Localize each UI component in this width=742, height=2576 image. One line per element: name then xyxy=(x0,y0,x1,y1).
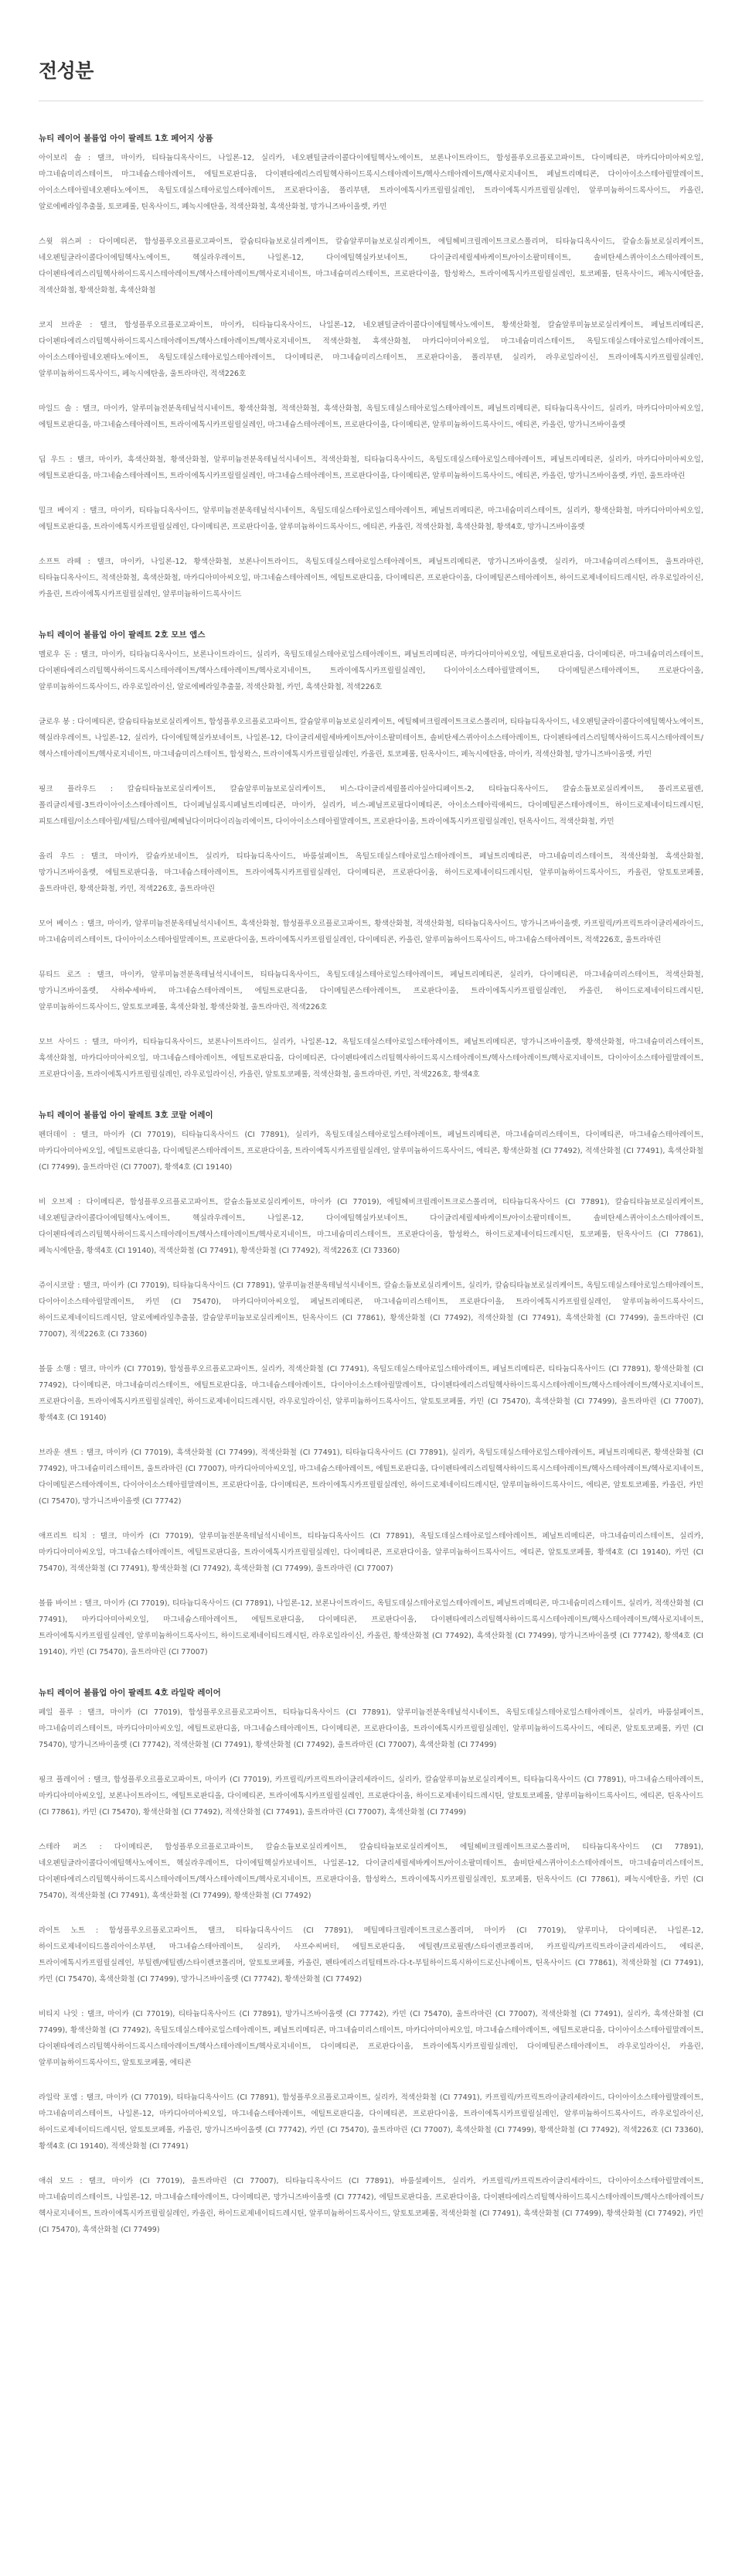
shade-ingredient-list: 애쉬 모드 : 탤크, 마이카 (CI 77019), 울트라마린 (CI 77007), 티타늄디옥사이드 (CI 77891), 바룸설페이트, 실리카, 카프릴릭/카프릭트라이글리세라이드, 다이아이소스테아릴말레이트, 마그네슘미리스테이트, 나일론-12, 마그네슘스테아레이트, 다이메티콘, 망가니즈바이올렛 (CI 77742), 에틸트로판디올, 프로판다이올, 다이펜타에리스리틸헥사하이드록시스테아레이트/헥사스테아레이트/헥사로지네이트, 트라이에톡시카프릴릴실레인, 카올린, 하이드로제네이티드레시틴, 알루미늄하이드록사이드, 알토토코페롤, 적색산화철 (CI 77491), 흑색산화철 (CI 77499), 황색산화철 (CI 77492), 카민 (CI 75470), 흑색산화철 (CI 77499) xyxy=(39,2177,703,2234)
shade-ingredient-list: 핑크 플레이어 : 탤크, 합성플루오르플로고파이트, 마이카 (CI 77019), 카프릴릭/카프릭트라이글리세라이드, 실리카, 칼슘알루미늄보로실리케이트, 티타늄디옥사이드 (CI 77891), 마그네슘스테아레이트, 마카디아미아씨오일, 보론나이트라이드, 에틸트로판디올, 다이메티콘, 트라이에톡시카프릴릴실레인, 프로판다이올, 하이드로제네이티드레시틴, 알토토코페롤, 알루미늄하이드록사이드, 에티콘, 틴옥사이드 (CI 77861), 카민 (CI 75470), 황색산화철 (CI 77492), 적색산화철 (CI 77491), 울트라마린 (CI 77007), 흑색산화철 (CI 77499) xyxy=(39,1776,703,1817)
section-heading: 뉴티 레이어 볼륨업 아이 팔레트 1호 페어지 상품 xyxy=(39,134,213,143)
ingredient-sections xyxy=(39,132,703,2238)
shade-ingredient-list: 펜더데이 : 탤크, 마이카 (CI 77019), 티타늄디옥사이드 (CI 77891), 실리카, 옥틸도데실스테아로일스테아레이트, 페닐트리메티콘, 마그네슘미리스테이트, 다이메티콘, 마그네슘스테아레이트, 마카디아미아씨오일, 에틸트로판디올, 다이메틸콘스테아레이트, 프로판다이올, 트라이에톡시카프릴릴실레인, 알루미늄하이드록사이드, 에티콘, 황색산화철 (CI 77492), 적색산화철 (CI 77491), 흑색산화철 (CI 77499), 울트라마린 (CI 77007), 황색4호 (CI 19140) xyxy=(39,1131,703,1172)
shade-ingredient-list: 멜로우 돈 : 탤크, 마이카, 티타늄디옥사이드, 보론나이트라이드, 실리카, 옥틸도데실스테아로일스테아레이트, 페닐트리메티콘, 마카디아미아씨오일, 에틸트로판디올, 다이메티콘, 마그네슘미리스테이트, 다이펜타에리스리틸헥사하이드록시스테아레이트/헥사스테아레이트/헥사로지네이트, 트라이에톡시카프릴릴실레인, 다이아이소스테아릴말레이트, 다이메틸콘스테아레이트, 프로판다이올, 알루미늄하이드록사이드, 라우로일라이신, 알로에베라잎추출물, 적색산화철, 카민, 흑색산화철, 적색226호 xyxy=(39,650,703,691)
shade-ingredient-list: 볼룸 소행 : 탤크, 마이카 (CI 77019), 합성플루오르플로고파이트, 실리카, 적색산화철 (CI 77491), 옥틸도데실스테아로일스테아레이트, 페닐트리메티콘, 티타늄디옥사이드 (CI 77891), 황색산화철 (CI 77492), 다이메티콘, 마그네슘미리스테이트, 에틸트로판디올, 마그네슘스테아레이트, 다이아이소스테아릴말레이트, 다이펜타에리스리틸헥사하이드록시스테아레이트/헥사스테아레이트/헥사로지네이트, 프로판다이올, 트라이에톡시카프릴릴실레인, 하이드로제네이티드레시틴, 라우로일라이신, 알루미늄하이드록사이드, 알토토코페롤, 카민 (CI 75470), 흑색산화철 (CI 77499), 울트라마린 (CI 77007), 황색4호 (CI 19140) xyxy=(39,1365,703,1422)
shade-ingredient-list: 애프리트 티치 : 탤크, 마이카 (CI 77019), 알루미늄전분옥테닐석시네이트, 티타늄디옥사이드 (CI 77891), 옥틸도데실스테아로일스테아레이트, 페닐트리메티콘, 마그네슘미리스테이트, 실리카, 마카디아미아씨오일, 마그네슘스테아레이트, 에틸트로판디올, 트라이에톡시카프릴릴실레인, 다이메티콘, 프로판다이올, 알루미늄하이드록사이드, 에티콘, 알토토코페롤, 황색4호 (CI 19140), 카민 (CI 75470), 적색산화철 (CI 77491), 황색산화철 (CI 77492), 흑색산화철 (CI 77499), 울트라마린 (CI 77007) xyxy=(39,1532,703,1573)
shade-ingredient-list: 모브 사이드 : 탤크, 마이카, 티타늄디옥사이드, 보론나이트라이드, 실리카, 나일론-12, 옥틸도데실스테아로일스테아레이트, 페닐트리메티콘, 망가니즈바이올렛, 황색산화철, 마그네슘미리스테이트, 흑색산화철, 마카디아미아씨오일, 마그네슘스테아레이트, 에틸트로판디올, 다이메티콘, 다이펜타에리스리틸헥사하이드록시스테아레이트/헥사스테아레이트/헥사로지네이트, 다이아이소스테아릴말레이트, 프로판다이올, 트라이에톡시카프릴릴실레인, 라우로일라이신, 카올린, 알토토코페롤, 적색산화철, 울트라마린, 카민, 적색226호, 황색4호 xyxy=(39,1038,703,1079)
shade-ingredient-list: 페일 플루 : 탤크, 마이카 (CI 77019), 합성플루오르플로고파이트, 티타늄디옥사이드 (CI 77891), 알루미늄전분옥테닐석시네이트, 옥틸도데실스테아로일스테아레이트, 실리카, 바룸설페이트, 마그네슘미리스테이트, 마카디아미아씨오일, 에틸트로판디올, 마그네슘스테아레이트, 다이메티콘, 프로판다이올, 트라이에톡시카프릴릴실레인, 알루미늄하이드록사이드, 에티콘, 알토토코페롤, 카민 (CI 75470), 망가니즈바이올렛 (CI 77742), 적색산화철 (CI 77491), 황색산화철 (CI 77492), 울트라마린 (CI 77007), 흑색산화철 (CI 77499) xyxy=(39,1708,703,1749)
shade-ingredient-list: 코지 브라운 : 탤크, 합성플루오르플로고파이트, 마이카, 티타늄디옥사이드, 나일론-12, 네오펜틸글라이콜다이에틸헥사노에이트, 황색산화철, 칼슘알루미늄보로실리케이트, 페닐트리메티콘, 다이펜타에리스리틸헥사하이드록시스테아레이트/헥사스테아레이트/헥사로지네이트, 적색산화철, 흑색산화철, 마카디아미아씨오일, 마그네슘미리스테이트, 옥틸도데실스테아로일스테아레이트, 아이소스테아릴네오펜타노에이트, 옥틸도데실스테아로일스테아레이트, 다이메티콘, 마그네슘미리스테이트, 프로판다이올, 폴리부텐, 실리카, 라우로일라이신, 트라이에톡시카프릴릴실레인, 알루미늄하이드록사이드, 페녹시에탄올, 울트라마린, 적색226호 xyxy=(39,321,703,378)
shade-ingredient-list: 라이트 노트 : 합성플루오르플로고파이트, 탤크, 티타늄디옥사이드 (CI 77891), 메틸메타크릴레이트크로스폴리머, 마이카 (CI 77019), 알루미나, 다이메티콘, 나일론-12, 하이드로제네이티드폴리아이소부텐, 마그네슘스테아레이트, 실리카, 사프수씨버터, 에틸트로판디올, 에틸렌/프로필렌/스타이렌코폴리머, 카프릴릭/카프릭트라이글리세라이드, 에티콘, 트라이에톡시카프릴릴실레인, 부틸렌/에틸렌/스타이렌코폴리머, 알토토코페롤, 카올린, 펜타에리스리틸테트라-다-t-부틸하이드록시하이드로신나메이트, 틴옥사이드 (CI 77861), 적색산화철 (CI 77491), 카민 (CI 75470), 흑색산화철 (CI 77499), 망가니즈바이올렛 (CI 77742), 황색산화철 (CI 77492) xyxy=(39,1926,703,1984)
shade-ingredient-list: 뮤티드 로즈 : 탤크, 마이카, 알루미늄전분옥테닐석시네이트, 티타늄디옥사이드, 옥틸도데실스테아로일스테아레이트, 페닐트리메티콘, 실리카, 다이메티콘, 마그네슘미리스테이트, 적색산화철, 망가니즈바이올렛, 사하수세바씨, 마그네슘스테아레이트, 에틸트로판디올, 다이메틸콘스테아레이트, 프로판다이올, 트라이에톡시카프릴릴실레인, 카올린, 하이드로제네이티드레시틴, 알루미늄하이드록사이드, 알토토코페롤, 흑색산화철, 황색산화철, 울트라마린, 적색226호 xyxy=(39,971,703,1012)
shade-ingredient-list: 쥬이시코랄 : 탤크, 마이카 (CI 77019), 티타늄디옥사이드 (CI 77891), 알루미늄전분옥테닐석시네이트, 칼슘소듐보로실리케이트, 실리카, 칼슘티타늄보로실리케이트, 옥틸도데실스테아로일스테아레이트, 다이아이소스테아릴말레이트, 카민 (CI 75470), 마카디아미아씨오일, 페닐트리메티콘, 마그네슘미리스테이트, 프로판다이올, 트라이에톡시카프릴릴실레인, 알루미늄하이드록사이드, 하이드로제네이티드레시틴, 알로에베라잎추출물, 칼슘알루미늄보로실리케이트, 틴옥사이드 (CI 77861), 황색산화철 (CI 77492), 적색산화철 (CI 77491), 흑색산화철 (CI 77499), 울트라마린 (CI 77007), 적색226호 (CI 73360) xyxy=(39,1281,703,1339)
shade-ingredient-list: 스윗 위스퍼 : 다이메티콘, 합성플루오르플로고파이트, 칼슘티타늄보로실리케이트, 칼슘알루미늄보로실리케이트, 에틸헤비크릴레이트크로스폴리머, 티타늄디옥사이드, 칼슘소듐보로실리케이트, 네오펜틸글라이콜다이에틸헥사노에이트, 헥실라우레이트, 나일론-12, 다이에틸헥실카보네이트, 다이글리세릴세바케이트/아이소팔미테이트, 솔비탄세스퀴아이소스테아레이트, 다이펜타에리스리틸헥사하이드록시스테아레이트/헥사스테아레이트/헥사로지네이트, 마그네슘미리스테이트, 프로판다이올, 합성왁스, 트라이에톡시카프릴릴실레인, 토코페롤, 틴옥사이드, 페녹시에탄올, 적색산화철, 황색산화철, 흑색산화철 xyxy=(39,237,703,295)
shade-ingredient-list: 밀크 베이지 : 탤크, 마이카, 티타늄디옥사이드, 알루미늄전분옥테닐석시네이트, 옥틸도데실스테아로일스테아레이트, 페닐트리메티콘, 마그네슘미리스테이트, 실리카, 황색산화철, 마카디아미아씨오일, 에틸트로판디올, 트라이에톡시카프릴릴실레인, 다이메티콘, 프로판다이올, 알루미늄하이드록사이드, 에티콘, 카올린, 적색산화철, 흑색산화철, 황색4호, 망가니즈바이올렛 xyxy=(39,507,703,531)
shade-ingredient-list: 핑크 플라우드 : 칼슘티타늄보로실리케이트, 칼슘알루미늄보로실리케이트, 비스-다이글리세릴폴리아실아디페이트-2, 티타늄디옥사이드, 칼슘소듐보로실리케이트, 폴리프로필렌, 폴리글리세릴-3트라이아이소스테아레이트, 다이페닐실록시페닐트리메티콘, 마이카, 실리카, 비스-페닐프로필다이메티콘, 아이소스테아릭애씨드, 다이메틸콘스테아레이트, 하이드로제네이티드레시틴, 피토스테릴/이소스테아릴/세틸/스테아릴/베헤닐다이머다이리놀리에이트, 다이아이소스테아릴말레이트, 프로판다이올, 트라이에톡시카프릴릴실레인, 틴옥사이드, 적색산화철, 카민 xyxy=(39,785,703,826)
shade-ingredient-list: 스테라 퍼즈 : 다이메티콘, 합성플루오르플로고파이트, 칼슘소듐보로실리케이트, 칼슘티타늄보로실리케이트, 에틸헤비크릴레이트크로스폴리머, 티타늄디옥사이드 (CI 77891), 네오펜틸글라이콜다이에틸헥사노에이트, 헥실라우레이트, 다이에틸헥실카보네이트, 나일론-12, 다이글리세릴세바케이트/아이소팔미테이트, 솔비탄세스퀴아이소스테아레이트, 마그네슘미리스테이트, 다이펜타에리스리틸헥사하이드록시스테아레이트/헥사스테아레이트/헥사로지네이트, 프로판다이올, 합성왁스, 트라이에톡시카프릴릴실레인, 토코페롤, 틴옥사이드 (CI 77861), 페녹시에탄올, 카민 (CI 75470), 적색산화철 (CI 77491), 흑색산화철 (CI 77499), 황색산화철 (CI 77492) xyxy=(39,1843,703,1900)
shade-ingredient-list: 올리 우드 : 탤크, 마이카, 칼슘카보네이트, 실리카, 티타늄디옥사이드, 바룸설페이트, 옥틸도데실스테아로일스테아레이트, 페닐트리메티콘, 마그네슘미리스테이트, 적색산화철, 흑색산화철, 망가니즈바이올렛, 에틸트로판디올, 마그네슘스테아레이트, 트라이에톡시카프릴릴실레인, 다이메티콘, 프로판다이올, 하이드로제네이티드레시틴, 알루미늄하이드록사이드, 카올린, 알토토코페롤, 울트라마린, 황색산화철, 카민, 적색226호, 울트라마린 xyxy=(39,852,703,893)
shade-ingredient-list: 라일락 포엠 : 탤크, 마이카 (CI 77019), 티타늄디옥사이드 (CI 77891), 합성플루오르플로고파이트, 실리카, 적색산화철 (CI 77491), 카프릴릭/카프릭트라이글리세라이드, 다이아이소스테아릴말레이트, 마그네슘미리스테이트, 나일론-12, 마카디아미아씨오일, 마그네슘스테아레이트, 에틸트로판디올, 다이메티콘, 프로판다이올, 트라이에톡시카프릴릴실레인, 알루미늄하이드록사이드, 라우로일라이신, 하이드로제네이티드레시틴, 알토토코페롤, 카올린, 망가니즈바이올렛 (CI 77742), 카민 (CI 75470), 울트라마린 (CI 77007), 흑색산화철 (CI 77499), 황색산화철 (CI 77492), 적색226호 (CI 73360), 황색4호 (CI 19140), 적색산화철 (CI 77491) xyxy=(39,2093,703,2151)
shade-ingredient-list: 모어 베이스 : 탤크, 마이카, 알루미늄전분옥테닐석시네이트, 흑색산화철, 합성플루오르플로고파이트, 황색산화철, 적색산화철, 티타늄디옥사이드, 망가니즈바이올렛, 카프릴릭/카프릭트라이글리세라이드, 마그네슘미리스테이트, 다이아이소스테아릴말레이트, 프로판다이올, 트라이에톡시카프릴릴실레인, 다이메티콘, 카올린, 알루미늄하이드록사이드, 마그네슘스테아레이트, 적색226호, 울트라마린 xyxy=(39,920,703,944)
ingredient-section xyxy=(39,629,703,1083)
ingredient-section xyxy=(39,1109,703,1660)
ingredient-section xyxy=(39,132,703,602)
section-heading: 뉴티 레이어 볼륨업 아이 팔레트 3호 코랄 어레이 xyxy=(39,1111,213,1120)
shade-ingredient-list: 비티지 나잇 : 탤크, 마이카 (CI 77019), 티타늄디옥사이드 (CI 77891), 망가니즈바이올렛 (CI 77742), 카민 (CI 75470), 울트라마린 (CI 77007), 적색산화철 (CI 77491), 실리카, 흑색산화철 (CI 77499), 황색산화철 (CI 77492), 옥틸도데실스테아로일스테아레이트, 페닐트리메티콘, 마그네슘미리스테이트, 마카디아미아씨오일, 마그네슘스테아레이트, 에틸트로판디올, 다이아이소스테아릴말레이트, 다이펜타에리스리틸헥사하이드록시스테아레이트/헥사스테아레이트/헥사로지네이트, 다이메티콘, 프로판다이올, 트라이에톡시카프릴릴실레인, 다이메틸콘스테아레이트, 라우로일라이신, 카올린, 알루미늄하이드록사이드, 알토토코페롤, 에티콘 xyxy=(39,2010,703,2067)
shade-ingredient-list: 볼륨 바이브 : 탤크, 마이카 (CI 77019), 티타늄디옥사이드 (CI 77891), 나일론-12, 보론나이트라이드, 옥틸도데실스테아로일스테아레이트, 페닐트리메티콘, 마그네슘미리스테이트, 실리카, 적색산화철 (CI 77491), 마카디아미아씨오일, 마그네슘스테아레이트, 에틸트로판디올, 다이메티콘, 프로판다이올, 다이펜타에리스리틸헥사하이드록시스테아레이트/헥사스테아레이트/헥사로지네이트, 트라이에톡시카프릴릴실레인, 알루미늄하이드록사이드, 하이드로제네이티드레시틴, 라우로일라이신, 카올린, 황색산화철 (CI 77492), 흑색산화철 (CI 77499), 망가니즈바이올렛 (CI 77742), 황색4호 (CI 19140), 카민 (CI 75470), 울트라마린 (CI 77007) xyxy=(39,1599,703,1656)
ingredient-section xyxy=(39,1687,703,2238)
shade-ingredient-list: 글로우 봉 : 다이메티콘, 칼슘티타늄보로실리케이트, 합성플루오르플로고파이트, 칼슘알루미늄보로실리케이트, 에틸헤비크릴레이트크로스폴리머, 티타늄디옥사이드, 네오펜틸글라이콜다이에틸헥사노에이트, 헥실라우레이트, 나일론-12, 실리카, 다이에틸헥실카보네이트, 나일론-12, 다이글리세릴세바케이트/아이소팔미테이트, 솔비탄세스퀴아이소스테아레이트, 다이펜타에리스리틸헥사하이드록시스테아레이트/헥사스테아레이트/헥사로지네이트, 마그네슘미리스테이트, 합성왁스, 트라이에톡시카프릴릴실레인, 카올린, 토코페롤, 틴옥사이드, 페녹시에탄올, 마이카, 적색산화철, 망가니즈바이올렛, 카민 xyxy=(39,718,703,759)
shade-ingredient-list: 아이보리 솔 : 탤크, 마이카, 티타늄디옥사이드, 나일론-12, 실리카, 네오펜틸글라이콜다이에틸헥사노에이트, 보론나이트라이드, 합성플루오르플로고파이트, 다이메티콘, 마카디아미아씨오일, 마그네슘미리스테이트, 마그네슘스테아레이트, 에틸트로판디올, 다이펜타에리스리틸헥사하이드록시스테아레이트/헥사스테아레이트/헥사로지네이트, 페닐트리메티콘, 다이아이소스테아릴말레이트, 아이소스테아릴네오펜타노에이트, 옥틸도데실스테아로일스테아레이트, 프로판다이올, 폴리부텐, 트라이에톡시카프릴릴실레인, 트라이에톡시카프릴릴실레인, 알루미늄하이드록사이드, 카올린, 알로에베라잎추출물, 토코페롤, 틴옥사이드, 폐녹시에탄올, 적색산화철, 흑색산화철, 망가니즈바이올렛, 카민 xyxy=(39,154,703,211)
shade-ingredient-list: 비 오브제 : 다이메티콘, 합성플루오르플로고파이트, 칼슘소듐보로실리케이트, 마이카 (CI 77019), 에틸헤비크릴레이트크로스폴리머, 티타늄디옥사이드 (CI 77891), 칼슘티타늄보로실리케이트, 네오펜틸글라이콜다이에틸헥사노에이트, 헥실라우레이트, 나일론-12, 다이에틸헥실카보네이트, 다이글리세릴세바케이트/아이소팔미테이트, 솔비탄세스퀴아이소스테아레이트, 다이펜타에리스리틸헥사하이드록시스테아레이트/헥사스테아레이트/헥사로지네이트, 마그네슘미리스테이트, 프로판다이올, 합성왁스, 하이드로제네이티드레시틴, 토코페롤, 틴옥사이드 (CI 77861), 페녹시에탄올, 황색4호 (CI 19140), 적색산화철 (CI 77491), 황색산화철 (CI 77492), 적색226호 (CI 73360) xyxy=(39,1198,703,1255)
section-heading: 뉴티 레이어 볼륨업 아이 팔레트 4호 라일락 레이어 xyxy=(39,1688,221,1697)
shade-ingredient-list: 마일드 솔 : 탤크, 마이카, 알루미늄전분옥테닐석시네이트, 황색산화철, 적색산화철, 흑색산화철, 옥틸도데실스테아로일스테아레이트, 페닐트리메티콘, 티타늄디옥사이드, 실리카, 마카디아미아씨오일, 에틸트로판디올, 마그네슘스테아레이트, 트라이에톡시카프릴릴실레인, 마그네슘스테아레이트, 프로판다이올, 다이메티콘, 알루미늄하이드록사이드, 에티콘, 카올린, 망가니즈바이올렛 xyxy=(39,404,703,429)
page-title: 전성분 xyxy=(39,60,94,82)
shade-ingredient-list: 딥 우드 : 탤크, 마이카, 흑색산화철, 황색산화철, 알루미늄전분옥테닐석시네이트, 적색산화철, 티타늄디옥사이드, 옥틸도데실스테아로일스테아레이트, 페닐트리메티콘, 실리카, 마카디아미아씨오일, 에틸트로판디올, 마그네슘스테아레이트, 트라이에톡시카프릴릴실레인, 마그네슘스테아레이트, 프로판다이올, 다이메티콘, 알루미늄하이드록사이드, 에티콘, 카올린, 망가니즈바이올렛, 카민, 울트라마린 xyxy=(39,455,703,480)
shade-ingredient-list: 브라운 센트 : 탤크, 마이카 (CI 77019), 흑색산화철 (CI 77499), 적색산화철 (CI 77491), 티타늄디옥사이드 (CI 77891), 실리카, 옥틸도데실스테아로일스테아레이트, 페닐트리메티콘, 황색산화철 (CI 77492), 마그네슘미리스테이트, 울트라마린 (CI 77007), 마카디아미아씨오일, 마그네슘스테아레이트, 에틸트로판디올, 다이펜타에리스리틸헥사하이드록시스테아레이트/헥사스테아레이트/헥사로지네이트, 다이메틸콘스테아레이트, 다이아이소스테아릴말레이트, 프로판다이올, 다이메티콘, 트라이에톡시카프릴릴실레인, 하이드로제네이티드레시틴, 알루미늄하이드록사이드, 에티콘, 알토토코페롤, 카올린, 카민 (CI 75470), 망가니즈바이올렛 (CI 77742) xyxy=(39,1448,703,1506)
section-heading: 뉴티 레이어 볼륨업 아이 팔레트 2호 모브 앱스 xyxy=(39,630,206,640)
shade-ingredient-list: 소프트 라떼 : 탤크, 마이카, 나일론-12, 황색산화철, 보론나이트라이드, 옥틸도데실스테아로일스테아레이트, 페닐트리메티콘, 망가니즈바이올렛, 실리카, 마그네슘미리스테이트, 울트라마린, 티타늄디옥사이드, 적색산화철, 흑색산화철, 마카디아미아씨오일, 마그네슘스테아레이트, 에틸트로판디올, 다이메티콘, 프로판다이올, 다이메틸콘스테아레이트, 하이드로제네이티드레시틴, 라우로일라이신, 카올린, 트라이에톡시카프릴릴실레인, 알루미늄하이드록사이드 xyxy=(39,558,703,599)
